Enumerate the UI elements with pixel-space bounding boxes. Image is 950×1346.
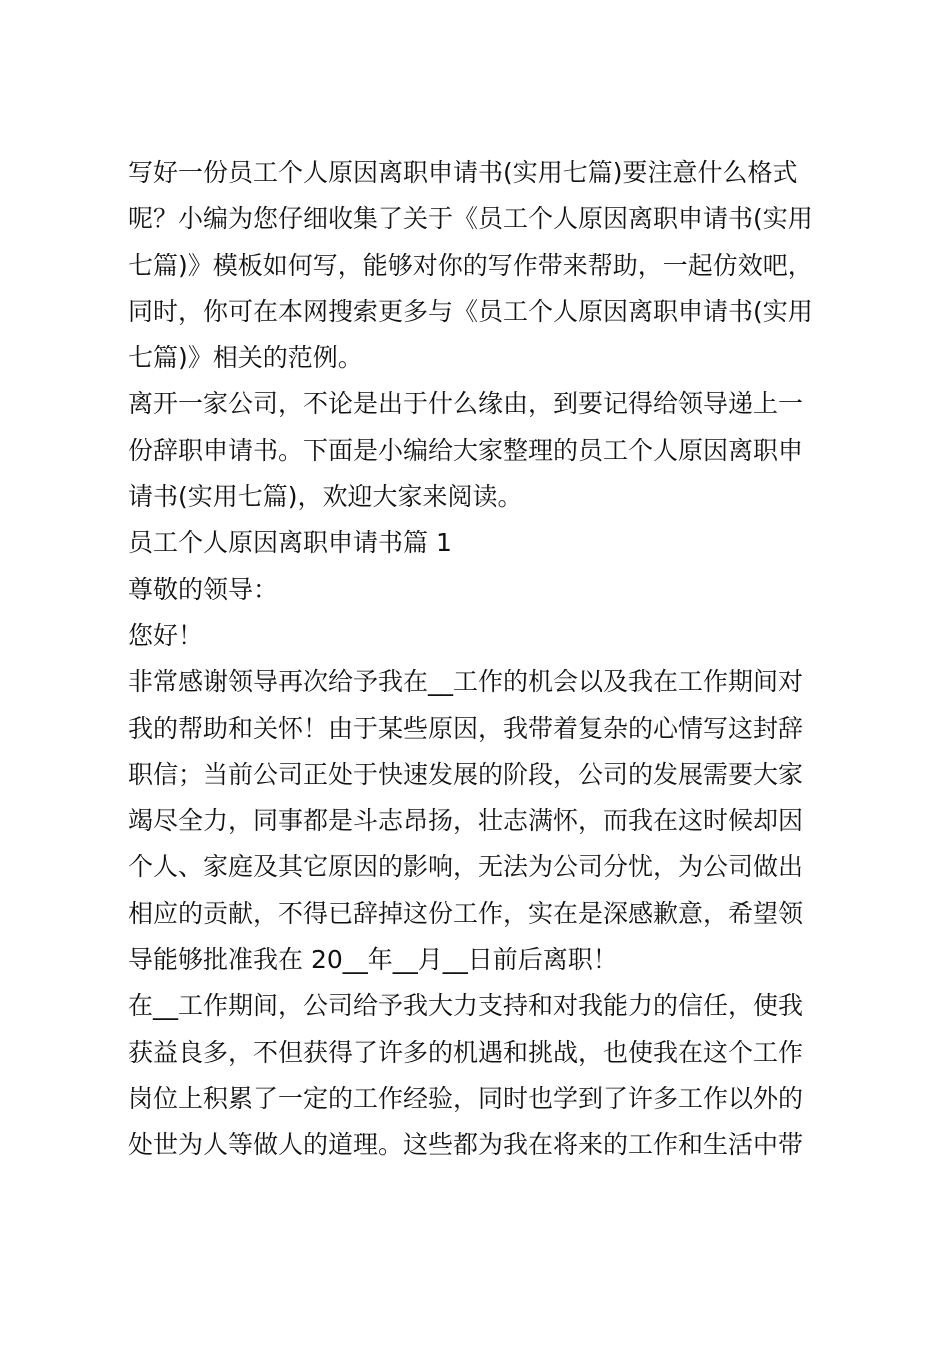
body-paragraph-2	[128, 983, 828, 1168]
text-line: 我的帮助和关怀！由于某些原因，我带着复杂的心情写这封辞	[128, 713, 804, 743]
text-line: 职信；当前公司正处于快速发展的阶段，公司的发展需要大家	[128, 759, 804, 789]
opening-paragraph	[128, 381, 828, 520]
text-line: 您好！	[128, 620, 204, 650]
text-line: 写好一份员工个人原因离职申请书(实用七篇)要注意什么格式	[128, 158, 798, 187]
text-line: 获益良多，不但获得了许多的机遇和挑战，也使我在这个工作	[128, 1037, 804, 1067]
text-line: 七篇)》相关的范例。	[128, 343, 363, 373]
text-line: 在__工作期间，公司给予我大力支持和对我能力的信任，使我	[128, 991, 804, 1021]
body-paragraph-1	[128, 659, 828, 983]
text-line: 份辞职申请书。下面是小编给大家整理的员工个人原因离职申	[128, 435, 804, 465]
text-line: 非常感谢领导再次给予我在__工作的机会以及我在工作期间对	[128, 667, 804, 697]
text-line: 处世为人等做人的道理。这些都为我在将来的工作和生活中带	[128, 1130, 804, 1160]
text-line: 同时，你可在本网搜索更多与《员工个人原因离职申请书(实用	[128, 296, 813, 326]
text-line: 呢？小编为您仔细收集了关于《员工个人原因离职申请书(实用	[128, 204, 813, 234]
text-line: 离开一家公司，不论是出于什么缘由，到要记得给领导递上一	[128, 389, 804, 419]
greeting	[128, 613, 828, 659]
text-line: 请书(实用七篇)，欢迎大家来阅读。	[128, 482, 523, 512]
section-heading	[128, 520, 828, 566]
text-line: 尊敬的领导：	[128, 574, 279, 604]
text-line: 七篇)》模板如何写，能够对你的写作带来帮助，一起仿效吧，	[128, 250, 813, 280]
text-line: 员工个人原因离职申请书篇 1	[128, 528, 452, 558]
salutation	[128, 567, 828, 613]
text-line: 相应的贡献，不得已辞掉这份工作，实在是深感歉意，希望领	[128, 898, 804, 928]
text-line: 岗位上积累了一定的工作经验，同时也学到了许多工作以外的	[128, 1083, 804, 1113]
intro-paragraph	[128, 150, 828, 381]
text-line: 导能够批准我在 20__年__月__日前后离职！	[128, 945, 618, 975]
document-body	[128, 150, 828, 1169]
text-line: 个人、家庭及其它原因的影响，无法为公司分忧，为公司做出	[128, 852, 804, 882]
text-line: 竭尽全力，同事都是斗志昂扬，壮志满怀，而我在这时候却因	[128, 806, 804, 836]
